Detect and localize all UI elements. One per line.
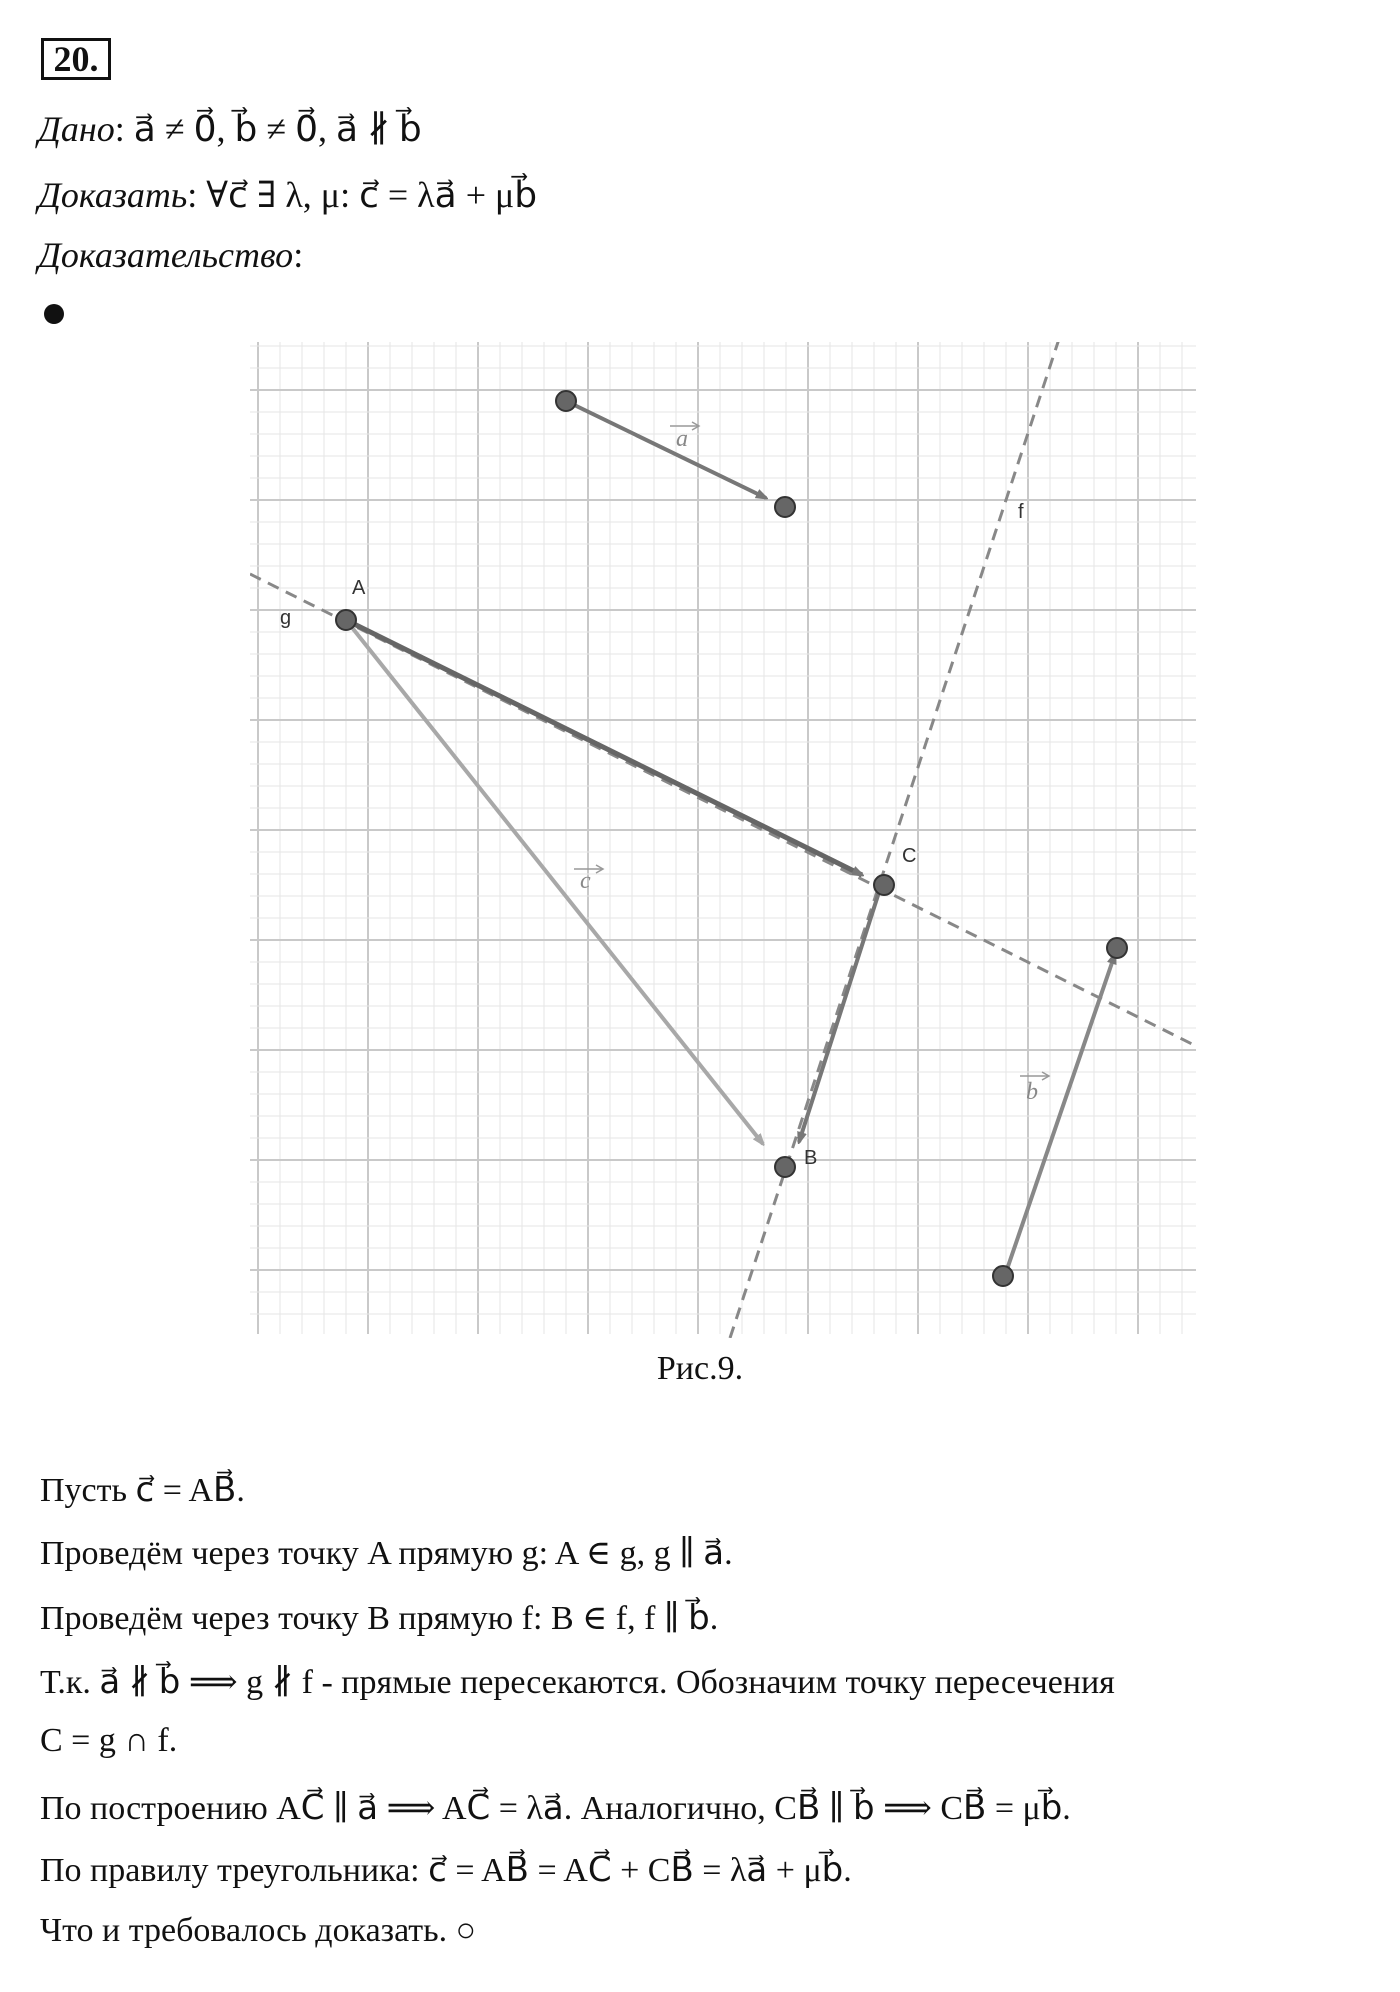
point-C (874, 875, 894, 895)
proof-step-4: Т.к. a⃗ ∦ b⃗ ⟹ g ∦ f - прямые пересекаются. Обозначим точку пересечения (40, 1664, 1115, 1701)
proof-step-5: C = g ∩ f. (40, 1722, 178, 1759)
prove-line (38, 174, 537, 216)
point-A (336, 610, 356, 630)
grid (250, 342, 1196, 1334)
vector-cb (799, 889, 880, 1142)
prove-formula: : ∀c⃗ ∃ λ, μ: c⃗ = λa⃗ + μb⃗ (187, 175, 538, 215)
proof-step-6: По построению AC⃗ ∥ a⃗ ⟹ AC⃗ = λa⃗. Аналогично, CB⃗ ∥ b⃗ ⟹ CB⃗ = μb⃗. (40, 1790, 1071, 1827)
label-vec-b (1020, 1072, 1049, 1105)
proof-step-2: Проведём через точку A прямую g: A ∈ g, g ∥ a⃗. (40, 1535, 733, 1572)
svg-text:c: c (580, 868, 591, 894)
point-a-start (556, 391, 576, 411)
label-C: C (902, 845, 917, 867)
point-b-end (1107, 938, 1127, 958)
proof-step-1: Пусть c⃗ = AB⃗. (40, 1472, 245, 1509)
proof-label: Доказательство (38, 235, 294, 275)
point-B (775, 1157, 795, 1177)
given-formula: : a⃗ ≠ 0⃗, b⃗ ≠ 0⃗, a⃗ ∦ b⃗ (114, 109, 422, 149)
vector-b (1003, 954, 1115, 1281)
label-g: g (280, 607, 292, 629)
svg-text:b: b (1026, 1079, 1038, 1105)
vector-ac (346, 620, 862, 875)
bullet-icon (44, 304, 64, 324)
label-vec-c (574, 865, 603, 894)
label-f: f (1018, 501, 1024, 523)
vector-ab (346, 620, 763, 1144)
given-line (38, 108, 422, 150)
label-A: A (352, 577, 366, 599)
proof-line (38, 234, 303, 276)
label-B: B (804, 1147, 818, 1169)
proof-conclusion: Что и требовалось доказать. ○ (40, 1912, 477, 1949)
prove-label: Доказать (38, 175, 188, 215)
proof-step-3: Проведём через точку B прямую f: B ∈ f, f ∥ b⃗. (40, 1600, 719, 1637)
proof-colon: : (293, 235, 304, 275)
svg-text:a: a (676, 426, 688, 452)
vector-a (566, 401, 766, 498)
point-a-end (775, 497, 795, 517)
problem-number: 20. (41, 38, 111, 80)
given-label: Дано (38, 109, 115, 149)
point-b-start (993, 1266, 1013, 1286)
figure-caption: Рис.9. (656, 1350, 744, 1387)
proof-step-7: По правилу треугольника: c⃗ = AB⃗ = AC⃗ + CB⃗ = λa⃗ + μb⃗. (40, 1852, 852, 1889)
geometry-figure (250, 342, 1202, 1338)
label-vec-a (670, 422, 699, 452)
line-f (730, 342, 1060, 1338)
